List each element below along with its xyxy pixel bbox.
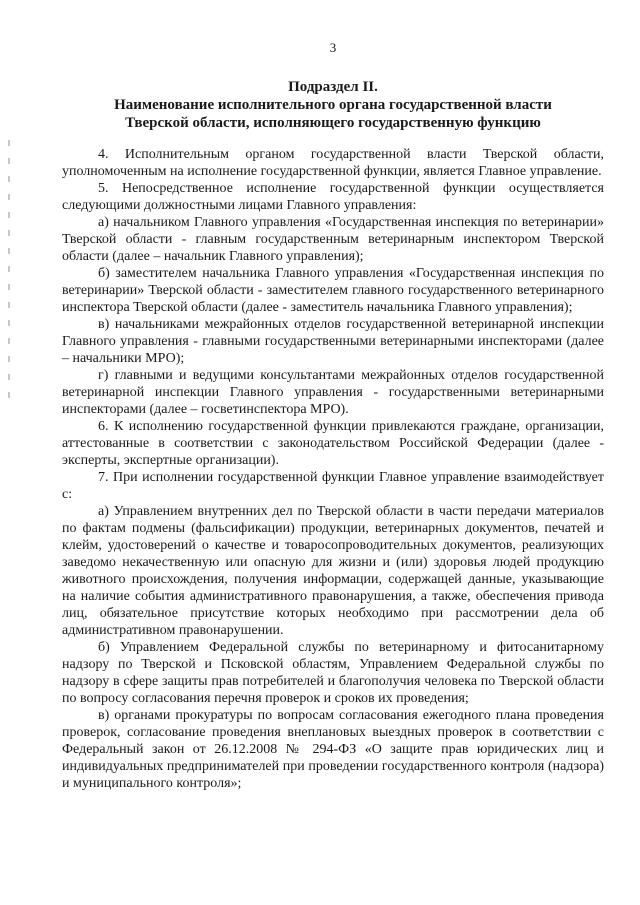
paragraph-5g: г) главными и ведущими консультантами межрайонных отделов государственной ветеринарной инспекции Главного управления - государственными ветеринарными инспекторами (далее – госветинспектора МРО). [62, 368, 604, 417]
paragraph-5: 5. Непосредственное исполнение государственной функции осуществляется следующими должностными лицами Главного управления: [62, 181, 604, 213]
document-body [62, 146, 604, 792]
section-heading [62, 78, 604, 132]
page-number: 3 [329, 40, 337, 55]
margin-scan-marks [8, 140, 10, 400]
paragraph-7v: в) органами прокуратуры по вопросам согласования ежегодного плана проведения проверок, согласование проведения внеплановых выездных проверок в соответствии с Федеральный закон от 26.12.2008 № 294-ФЗ «О защите прав юридических лиц и индивидуальных предпринимателей при проведении государственного контроля (надзора) и муниципального контроля»; [62, 708, 604, 791]
heading-line-1: Подраздел II. [288, 79, 378, 95]
paragraph-6: 6. К исполнению государственной функции привлекаются граждане, организации, аттестованные в соответствии с законодательством Российской Федерации (далее - эксперты, экспертные организации). [62, 419, 604, 468]
paragraph-5v: в) начальниками межрайонных отделов государственной ветеринарной инспекции Главного управления - главными государственными ветеринарными инспекторами (далее – начальники МРО); [62, 317, 604, 366]
paragraph-7b: б) Управлением Федеральной службы по ветеринарному и фитосанитарному надзору по Тверской и Псковской областям, Управлением Федеральной службы по надзору в сфере защиты прав потребителей и благополучия человека по Тверской области по вопросу согласования перечня проверок и сроков их проведения; [62, 640, 604, 706]
heading-line-3: Тверской области, исполняющего государственную функцию [125, 115, 541, 131]
paragraph-5a: а) начальником Главного управления «Государственная инспекция по ветеринарии» Тверской области - главным государственным ветеринарным инспектором Тверской области (далее – начальник Главного управления); [62, 215, 604, 264]
heading-line-2: Наименование исполнительного органа государственной власти [114, 97, 552, 113]
paragraph-7a: а) Управлением внутренних дел по Тверской области в части передачи материалов по фактам подмены (фальсификации) продукции, ветеринарных документов, печатей и клейм, удостоверений о качестве и товаросопроводительных документов, реализующих заведомо некачественную или опасную для жизни и (или) здоровья людей продукцию животного происхождения, получения информации, содержащей данные, указывающие на наличие события административного правонарушения, а также, обеспечения привода лиц, обязательное присутствие которых необходимо при рассмотрении дела об административном правонарушении. [62, 504, 604, 638]
paragraph-4: 4. Исполнительным органом государственной власти Тверской области, уполномоченным на исполнение государственной функции, является Главное управление. [62, 147, 604, 179]
paragraph-7: 7. При исполнении государственной функции Главное управление взаимодействует с: [62, 470, 604, 502]
paragraph-5b: б) заместителем начальника Главного управления «Государственная инспекция по ветеринарии» Тверской области - заместителем главного государственного ветеринарного инспектора Тверской области (далее - заместитель начальника Главного управления); [62, 266, 604, 315]
